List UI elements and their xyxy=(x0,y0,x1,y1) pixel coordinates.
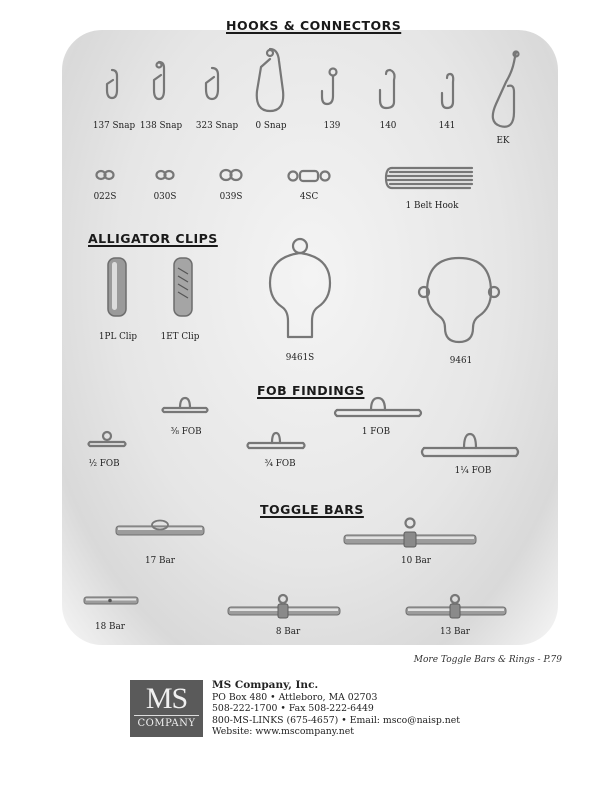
label-022s: 022S xyxy=(93,192,117,202)
toggle-bar-13-image xyxy=(404,592,508,622)
label-9461: 9461 xyxy=(449,356,473,366)
phone-fax-line: 508-222-1700 • Fax 508-222-6449 xyxy=(212,703,374,715)
clip-1et-image xyxy=(170,256,196,318)
label-one-and-quarter-fob: 1¼ FOB xyxy=(454,466,492,476)
label-030s: 030S xyxy=(153,192,177,202)
hook-141-image xyxy=(436,70,458,112)
clip-1pl-image xyxy=(104,256,130,318)
snap-hook-0-image xyxy=(255,47,285,115)
label-1et-clip: 1ET Clip xyxy=(160,332,200,342)
toggle-bar-18-image xyxy=(82,593,140,607)
snap-hook-323-image xyxy=(200,66,224,102)
fob-1-image xyxy=(333,394,423,420)
label-belt-hook: 1 Belt Hook xyxy=(405,201,459,211)
label-137-snap: 137 Snap xyxy=(92,121,136,131)
label-140: 140 xyxy=(379,121,397,131)
label-17-bar: 17 Bar xyxy=(145,556,175,566)
toggle-bar-10-image xyxy=(342,515,478,551)
label-1-fob: 1 FOB xyxy=(361,427,391,437)
section-heading-toggle: TOGGLE BARS xyxy=(260,502,364,517)
address-line: PO Box 480 • Attleboro, MA 02703 xyxy=(212,691,378,703)
fob-clip-9461s-image xyxy=(266,236,338,344)
fob-one-and-quarter-image xyxy=(420,430,520,462)
label-039s: 039S xyxy=(219,192,243,202)
company-name: MS Company, Inc. xyxy=(212,679,319,691)
tollfree-email-line: 800-MS-LINKS (675-4657) • Email: msco@naisp.net xyxy=(212,714,460,726)
snap-hook-137-image xyxy=(100,68,124,102)
website-line: Website: www.mscompany.net xyxy=(212,726,354,738)
label-half-fob: ½ FOB xyxy=(88,459,120,469)
logo-company-text: COMPANY xyxy=(134,715,199,731)
hook-139-image xyxy=(318,66,342,108)
label-141: 141 xyxy=(438,121,456,131)
fob-clip-9461-image xyxy=(414,254,504,346)
label-three-quarters-fob: ¾ FOB xyxy=(264,459,296,469)
label-9461s: 9461S xyxy=(285,353,315,363)
section-heading-fob: FOB FINDINGS xyxy=(257,383,365,398)
label-10-bar: 10 Bar xyxy=(401,556,431,566)
section-heading-hooks: HOOKS & CONNECTORS xyxy=(226,18,402,33)
connector-022s-image xyxy=(94,168,116,182)
connector-4sc-image xyxy=(286,167,332,185)
label-1pl-clip: 1PL Clip xyxy=(98,332,138,342)
hook-140-image xyxy=(374,66,400,112)
fob-five-eighths-image xyxy=(160,394,210,416)
fob-half-image xyxy=(86,428,128,450)
label-8-bar: 8 Bar xyxy=(275,627,301,637)
belt-hook-image xyxy=(384,164,476,192)
label-five-eighths-fob: ⅜ FOB xyxy=(170,427,202,437)
label-ek: EK xyxy=(496,136,510,146)
connector-039s-image xyxy=(218,167,244,183)
label-18-bar: 18 Bar xyxy=(95,622,125,632)
ms-company-logo xyxy=(130,680,203,737)
company-contact-info xyxy=(212,680,460,738)
ek-hook-image xyxy=(486,48,522,132)
more-toggle-bars-note: More Toggle Bars & Rings - P.79 xyxy=(413,655,562,665)
label-323-snap: 323 Snap xyxy=(195,121,239,131)
section-heading-alligator: ALLIGATOR CLIPS xyxy=(88,231,218,246)
toggle-bar-17-image xyxy=(114,515,206,541)
label-13-bar: 13 Bar xyxy=(440,627,470,637)
snap-hook-138-image xyxy=(148,60,170,102)
label-139: 139 xyxy=(323,121,341,131)
company-footer xyxy=(130,680,510,740)
fob-three-quarters-image xyxy=(245,428,307,452)
connector-030s-image xyxy=(154,168,176,182)
label-0-snap: 0 Snap xyxy=(255,121,287,131)
toggle-bar-8-image xyxy=(226,592,342,622)
label-138-snap: 138 Snap xyxy=(139,121,183,131)
label-4sc: 4SC xyxy=(299,192,319,202)
logo-ms-text: MS xyxy=(145,682,188,715)
